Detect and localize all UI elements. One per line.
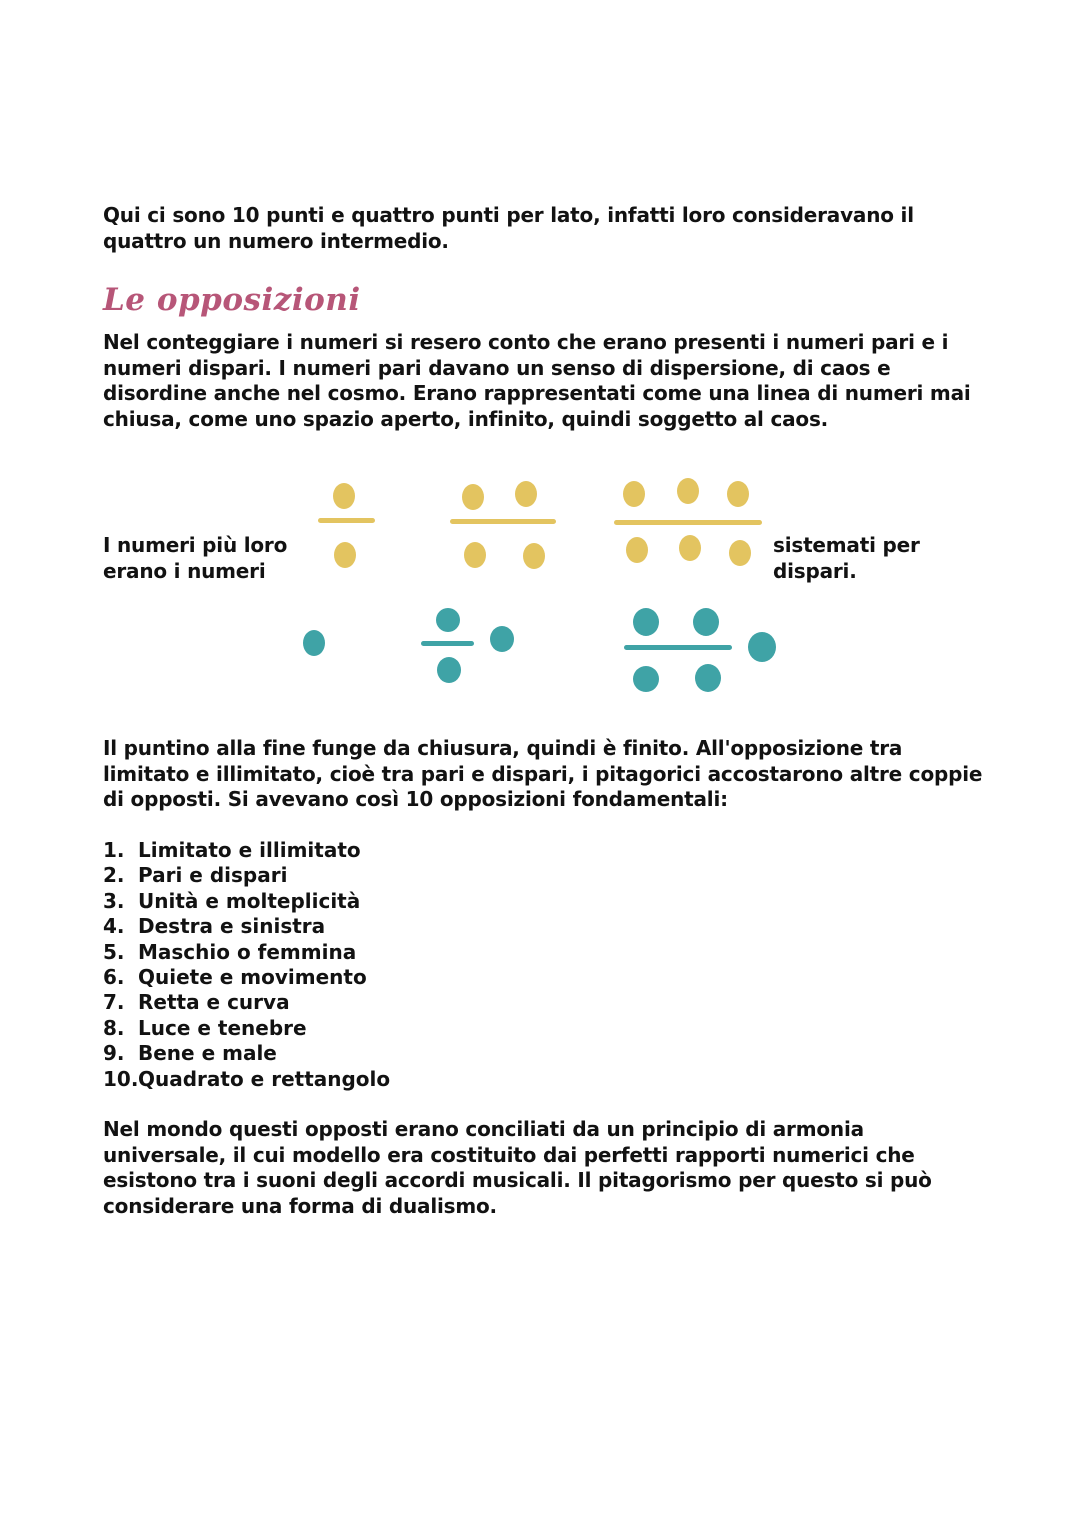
odd-dot <box>633 666 659 692</box>
even-groups <box>318 478 762 569</box>
odd-dot <box>490 626 514 652</box>
even-dot <box>626 537 648 563</box>
list-item: 6. Quiete e movimento <box>103 965 367 990</box>
even-dot <box>333 483 355 509</box>
even-dot <box>523 543 545 569</box>
list-item: 10. Quadrato e rettangolo <box>103 1066 391 1091</box>
even-dot <box>334 542 356 568</box>
odd-dot <box>303 630 325 656</box>
even-bar <box>614 520 762 525</box>
odd-dot <box>437 657 461 683</box>
list-item: 2. Pari e dispari <box>103 863 288 888</box>
explanation-paragraph: Il puntino alla fine funge da chiusura, quindi è finito. All'opposizione tra limitato e illimitato, cioè tra pari e dispari, i pitagorici accostarono altre coppie di opposti. Si avevano così 10 opposizioni fondamentali: <box>103 736 983 811</box>
even-bar <box>450 519 556 524</box>
even-dot <box>677 478 699 504</box>
oppositions-list <box>103 838 390 1092</box>
even-dot <box>729 540 751 566</box>
odd-dot <box>633 608 659 636</box>
list-item: 4. Destra e sinistra <box>103 914 326 939</box>
intro-paragraph: Qui ci sono 10 punti e quattro punti per lato, infatti loro consideravano il quattro un numero intermedio. <box>103 203 914 253</box>
odd-dot <box>436 608 460 632</box>
list-item: 1. Limitato e illimitato <box>103 838 361 862</box>
odd-groups <box>303 608 776 692</box>
section-paragraph: Nel conteggiare i numeri si resero conto che erano presenti i numeri pari e i numeri dispari. I numeri pari davano un senso di dispersione, di caos e disordine anche nel cosmo. Erano rappresentati come una linea di numeri mai chiusa, come uno spazio aperto, infinito, quindi soggetto al caos. <box>103 330 971 431</box>
list-item: 3. Unità e molteplicità <box>103 888 361 913</box>
odd-bar <box>624 645 732 650</box>
odd-dot <box>695 664 721 692</box>
even-dot <box>679 535 701 561</box>
list-item: 7. Retta e curva <box>103 990 290 1015</box>
even-dot <box>462 484 484 510</box>
list-item: 8. Luce e tenebre <box>103 1015 307 1040</box>
even-dot <box>464 542 486 568</box>
diagram-right-label: sistemati per dispari. <box>773 533 920 583</box>
even-bar <box>318 518 375 523</box>
even-dot <box>515 481 537 507</box>
even-dot <box>623 481 645 507</box>
odd-dot <box>693 608 719 636</box>
conclusion-paragraph: Nel mondo questi opposti erano conciliati da un principio di armonia universale, il cui modello era costituito dai perfetti rapporti numerici che esistono tra i suoni degli accordi musicali. Il pitagorismo per questo si può considerare una forma di dualismo. <box>103 1117 932 1218</box>
list-item: 5. Maschio o femmina <box>103 939 357 964</box>
odd-bar <box>421 641 474 646</box>
list-item: 9. Bene e male <box>103 1041 277 1066</box>
even-dot <box>727 481 749 507</box>
odd-dot <box>748 632 776 662</box>
diagram-left-label: I numeri più loro erano i numeri <box>103 533 288 583</box>
section-title: Le opposizioni <box>103 282 361 318</box>
